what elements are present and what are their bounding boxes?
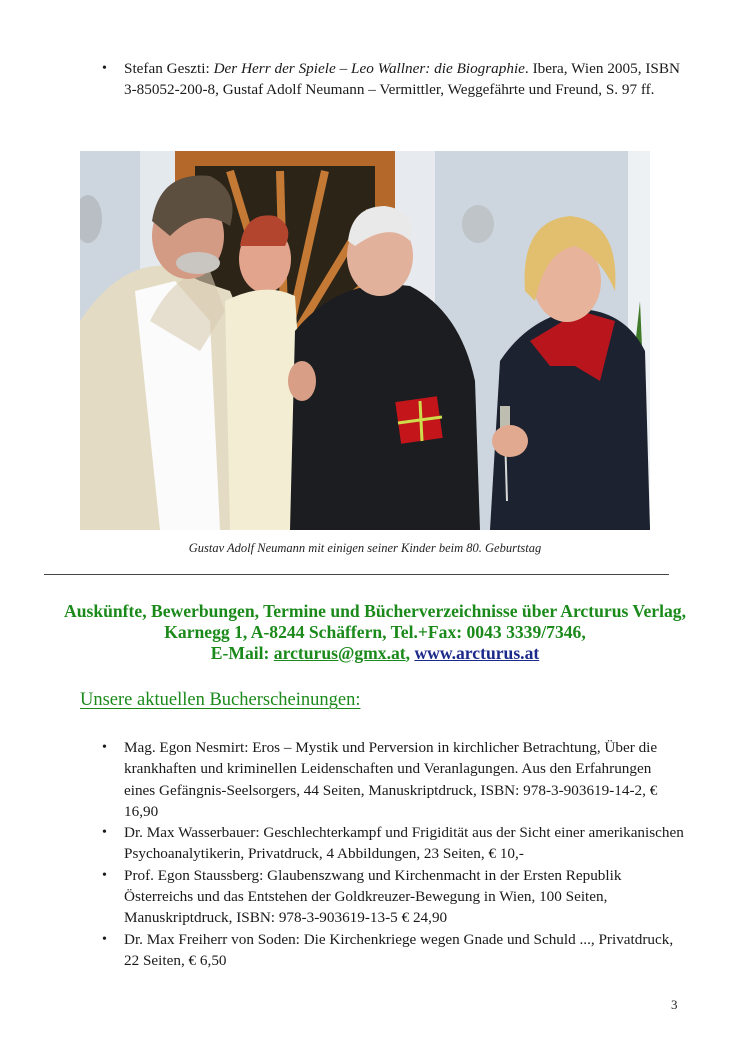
reference-author: Stefan Geszti:	[124, 60, 214, 77]
reference-details: . Ibera, Wien 2005, ISBN 3-85052-200-8, Gustaf Adolf Neumann – Vermittler, Weggefährte und Freund, S. 97 ff.	[124, 60, 680, 98]
bullet-icon: •	[102, 931, 107, 947]
page-number: 3	[671, 997, 678, 1012]
book-item	[96, 737, 686, 822]
horizontal-divider	[44, 574, 669, 575]
reference-item	[96, 58, 680, 100]
contact-line-1: Auskünfte, Bewerbungen, Termine und Bücherverzeichnisse über Arcturus Verlag,	[63, 601, 686, 621]
contact-block	[20, 601, 730, 664]
contact-line-2: Karnegg 1, A-8244 Schäffern, Tel.+Fax: 0043 3339/7346,	[164, 622, 586, 642]
photo-caption: Gustav Adolf Neumann mit einigen seiner Kinder beim 80. Geburtstag	[188, 541, 542, 555]
book-item	[96, 865, 686, 929]
email-label: E-Mail:	[210, 643, 274, 663]
book-list	[96, 737, 686, 971]
book-text: Dr. Max Freiherr von Soden: Die Kirchenkriege wegen Gnade und Schuld ..., Privatdruck, 22 Seiten, € 6,50	[124, 930, 674, 969]
bullet-icon: •	[102, 740, 107, 755]
birthday-photo	[80, 151, 650, 530]
book-text: Mag. Egon Nesmirt: Eros – Mystik und Perversion in kirchlicher Betrachtung, Über die krankhaften und kriminellen Leidenschaften und Veranlagungen. Aus den Erfahrungen eines Gefängnis-Seelsorgers, 44 Seiten, Manuskriptdruck, ISBN: 978-3-903619-14-2, € 16,90	[124, 739, 658, 820]
book-text: Dr. Max Wasserbauer: Geschlechterkampf und Frigidität aus der Sicht einer amerikanischen Psychoanalytikerin, Privatdruck, 4 Abbildungen, 23 Seiten, € 10,-	[124, 824, 684, 863]
book-item	[96, 822, 686, 865]
bullet-icon: •	[102, 825, 107, 841]
bullet-icon: •	[102, 867, 107, 883]
contact-line-3	[20, 643, 730, 664]
contact-separator: ,	[405, 643, 415, 663]
bullet-icon: •	[102, 61, 107, 76]
section-title: Unsere aktuellen Bucherscheinungen:	[80, 690, 361, 710]
reference-title: Der Herr der Spiele – Leo Wallner: die Biographie	[213, 60, 525, 77]
website-link[interactable]: www.arcturus.at	[414, 643, 540, 663]
email-link[interactable]: arcturus@gmx.at	[273, 643, 406, 663]
photo-illustration	[80, 151, 650, 530]
reference-list	[96, 58, 680, 100]
book-text: Prof. Egon Staussberg: Glaubenszwang und Kirchenmacht in der Ersten Republik Österreichs und das Entstehen der Goldkreuzer-Bewegung in Wien, 100 Seiten, Manuskriptdruck, ISBN: 978-3-903619-13-5 € 24,90	[124, 866, 622, 927]
book-item	[96, 929, 686, 972]
